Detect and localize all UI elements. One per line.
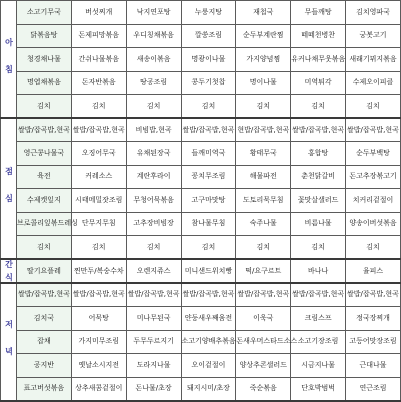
menu-cell: 김치 (291, 236, 346, 260)
menu-cell: 미니샌드위치빵 (181, 259, 236, 283)
menu-cell: 정국장찌개 (346, 306, 401, 330)
menu-cell: 가지미무조림 (71, 330, 126, 354)
menu-cell: 단무지무침 (71, 212, 126, 236)
menu-cell: 김치 (71, 95, 126, 119)
menu-cell: 김치 (236, 236, 291, 260)
menu-row (1, 189, 401, 213)
menu-cell: 근대나물 (346, 354, 401, 378)
menu-cell: 고구마맛탕 (181, 189, 236, 213)
menu-cell: 순두부계란찜 (236, 24, 291, 48)
meal-label: 점 심 (1, 118, 17, 259)
menu-cell: 커레소스 (71, 165, 126, 189)
meal-label: 간 식 (1, 259, 17, 283)
menu-row (1, 330, 401, 354)
menu-cell: 수제캣잎지 (17, 189, 72, 213)
menu-cell: 낙지연포탕 (126, 1, 181, 25)
menu-cell: 명엽채볶음 (17, 71, 72, 95)
menu-cell: 황태무국 (236, 142, 291, 166)
menu-row (1, 354, 401, 378)
menu-cell: 공지반 (17, 354, 72, 378)
menu-row (1, 377, 401, 401)
menu-cell: 들깨미역국 (181, 142, 236, 166)
menu-cell: 김치 (181, 236, 236, 260)
menu-cell: 고등어맛장조림 (346, 330, 401, 354)
menu-cell: 떼떼천병찬 (291, 24, 346, 48)
menu-cell: 김치 (236, 95, 291, 119)
menu-row (1, 165, 401, 189)
menu-row (1, 71, 401, 95)
menu-cell: 두무두르지기 (126, 330, 181, 354)
menu-cell: 계란후라이 (126, 165, 181, 189)
menu-cell: 돈제피망볶음 (71, 24, 126, 48)
menu-cell: 얀둥새우째움전 (181, 306, 236, 330)
menu-cell: 상추새콤겉절이 (71, 377, 126, 401)
menu-cell: 콩두기첫찹 (181, 71, 236, 95)
menu-cell: 시태메밀잣조림 (71, 189, 126, 213)
menu-cell: 김치 (126, 95, 181, 119)
menu-cell: 해물파전 (236, 165, 291, 189)
menu-cell: 육전 (17, 165, 72, 189)
menu-cell: 쌀밥/잡곡밥,현곡 (346, 283, 401, 307)
menu-cell: 도토리묵무침 (236, 189, 291, 213)
menu-cell: 깔쑹조림 (181, 24, 236, 48)
menu-cell: 쌀밥/잡곡밥,현곡 (181, 118, 236, 142)
menu-row (1, 283, 401, 307)
menu-cell: 김치 (126, 236, 181, 260)
menu-cell: 간쉬나물볶음 (71, 48, 126, 72)
menu-cell: 김치 (346, 236, 401, 260)
menu-cell: 오이겉절이 (181, 354, 236, 378)
menu-cell: 브로콜리잎볶드레싱 (17, 212, 72, 236)
menu-cell: 비름나물 (291, 212, 346, 236)
menu-cell: 크림스프 (291, 306, 346, 330)
menu-cell: 재첩국 (236, 1, 291, 25)
menu-cell: 명이나물 (236, 71, 291, 95)
menu-row (1, 1, 401, 25)
menu-cell: 돈자반볶음 (71, 71, 126, 95)
menu-cell: 쌀밥/잡곡밥,현곡 (71, 118, 126, 142)
menu-cell: 누룽지탕 (181, 1, 236, 25)
menu-row (1, 48, 401, 72)
menu-row (1, 306, 401, 330)
menu-cell: 꽃맛살샐러드 (291, 189, 346, 213)
menu-cell: 춘천닭갈비 (291, 165, 346, 189)
menu-cell: 연근조림 (346, 377, 401, 401)
menu-cell: 영근콩나물국 (17, 142, 72, 166)
menu-cell: 김치 (291, 95, 346, 119)
menu-cell: 땅공조림 (126, 71, 181, 95)
meal-label: 아 침 (1, 1, 17, 119)
menu-cell: 버섯찌개 (71, 1, 126, 25)
menu-cell: 새래기뮈지볶음 (346, 48, 401, 72)
menu-cell: 죽순볶음 (236, 377, 291, 401)
menu-cell: 무청어묵볶음 (126, 189, 181, 213)
menu-cell: 오징어무국 (71, 142, 126, 166)
menu-cell: 소고기장조림 (291, 330, 346, 354)
menu-cell: 쌀밥/잡곡밥,현곡 (346, 118, 401, 142)
menu-row (1, 236, 401, 260)
menu-row (1, 118, 401, 142)
menu-cell: 고추장비빔장 (126, 212, 181, 236)
menu-cell: 도라지나물 (126, 354, 181, 378)
menu-cell: 율피스 (346, 259, 401, 283)
menu-cell: 떡/요구르트 (236, 259, 291, 283)
menu-cell: 소고기양배추볶음 (181, 330, 236, 354)
menu-cell: 김치영파국 (346, 1, 401, 25)
menu-cell: 김치 (71, 236, 126, 260)
menu-cell: 양송이버섯볶음 (346, 212, 401, 236)
menu-cell: 비빔밥,현곡 (126, 118, 181, 142)
menu-cell: 어묵탕 (71, 306, 126, 330)
menu-cell: 청경채나물 (17, 48, 72, 72)
menu-cell: 순두부백탕 (346, 142, 401, 166)
menu-row (1, 95, 401, 119)
menu-cell: 돈나물/초장 (126, 377, 181, 401)
menu-cell: 명광이나물 (181, 48, 236, 72)
menu-cell: 미역튀각 (291, 71, 346, 95)
menu-cell: 현밥/잡곡밥,현곡 (236, 118, 291, 142)
menu-cell: 돈고추장볶고기 (346, 165, 401, 189)
menu-cell: 쌀밥/잡곡밥,현곡 (71, 283, 126, 307)
menu-cell: 유커나채무웃볶음 (291, 48, 346, 72)
menu-cell: 소고기무국 (17, 1, 72, 25)
menu-cell: 바나나 (291, 259, 346, 283)
menu-cell: 쌀밥/잡곡밥,현곡 (291, 283, 346, 307)
menu-row (1, 142, 401, 166)
menu-cell: 쌀밥/잡곡밥,현곡 (291, 118, 346, 142)
menu-cell: 양상추콘샐러드 (236, 354, 291, 378)
menu-cell: 궁봇고기 (346, 24, 401, 48)
menu-cell: 쌀밥/잡곡밥,현곡 (126, 283, 181, 307)
menu-cell: 우디칭채볶음 (126, 24, 181, 48)
menu-cell: 잡채 (17, 330, 72, 354)
menu-cell: 치커리겉절이 (346, 189, 401, 213)
menu-cell: 닭볶음탕 (17, 24, 72, 48)
menu-cell: 쌀밥/잡곡밥,현곡 (236, 283, 291, 307)
menu-cell: 김치 (17, 95, 72, 119)
menu-row (1, 259, 401, 283)
menu-cell: 김치국 (17, 306, 72, 330)
menu-row (1, 24, 401, 48)
menu-row (1, 212, 401, 236)
menu-cell: 쌀밥/잡곡밥,현곡 (17, 118, 72, 142)
menu-cell: 꽁치무조림 (181, 165, 236, 189)
menu-cell: 단호박범벅 (291, 377, 346, 401)
meal-label: 저 녁 (1, 283, 17, 401)
menu-cell: 김치 (346, 95, 401, 119)
menu-cell: 오렌지쥬스 (126, 259, 181, 283)
menu-cell: 숙주나물 (236, 212, 291, 236)
menu-cell: 김치 (181, 95, 236, 119)
menu-cell: 찐만두/복숭수차 (71, 259, 126, 283)
menu-cell: 돼지시미/초장 (181, 377, 236, 401)
menu-cell: 시금지나물 (291, 354, 346, 378)
menu-cell: 옛날소시지전 (71, 354, 126, 378)
menu-cell: 가지양념찜 (236, 48, 291, 72)
menu-cell: 홍합탕 (291, 142, 346, 166)
menu-cell: 딸기요플레 (17, 259, 72, 283)
menu-cell: 수제오이피클 (346, 71, 401, 95)
menu-cell: 쌀밥/잡곡밥,현곡 (17, 283, 72, 307)
menu-cell: 쌀밥/잡곡밥,현곡 (181, 283, 236, 307)
menu-cell: 미나무된국 (126, 306, 181, 330)
menu-cell: 유채된장국 (126, 142, 181, 166)
menu-cell: 김치 (17, 236, 72, 260)
menu-cell: 무들깨탕 (291, 1, 346, 25)
menu-cell: 참나물무침 (181, 212, 236, 236)
menu-cell: 표고버섯볶음 (17, 377, 72, 401)
menu-cell: 돈새우머스타드소스 (236, 330, 291, 354)
menu-cell: 이욱국 (236, 306, 291, 330)
menu-cell: 새송이볶음 (126, 48, 181, 72)
